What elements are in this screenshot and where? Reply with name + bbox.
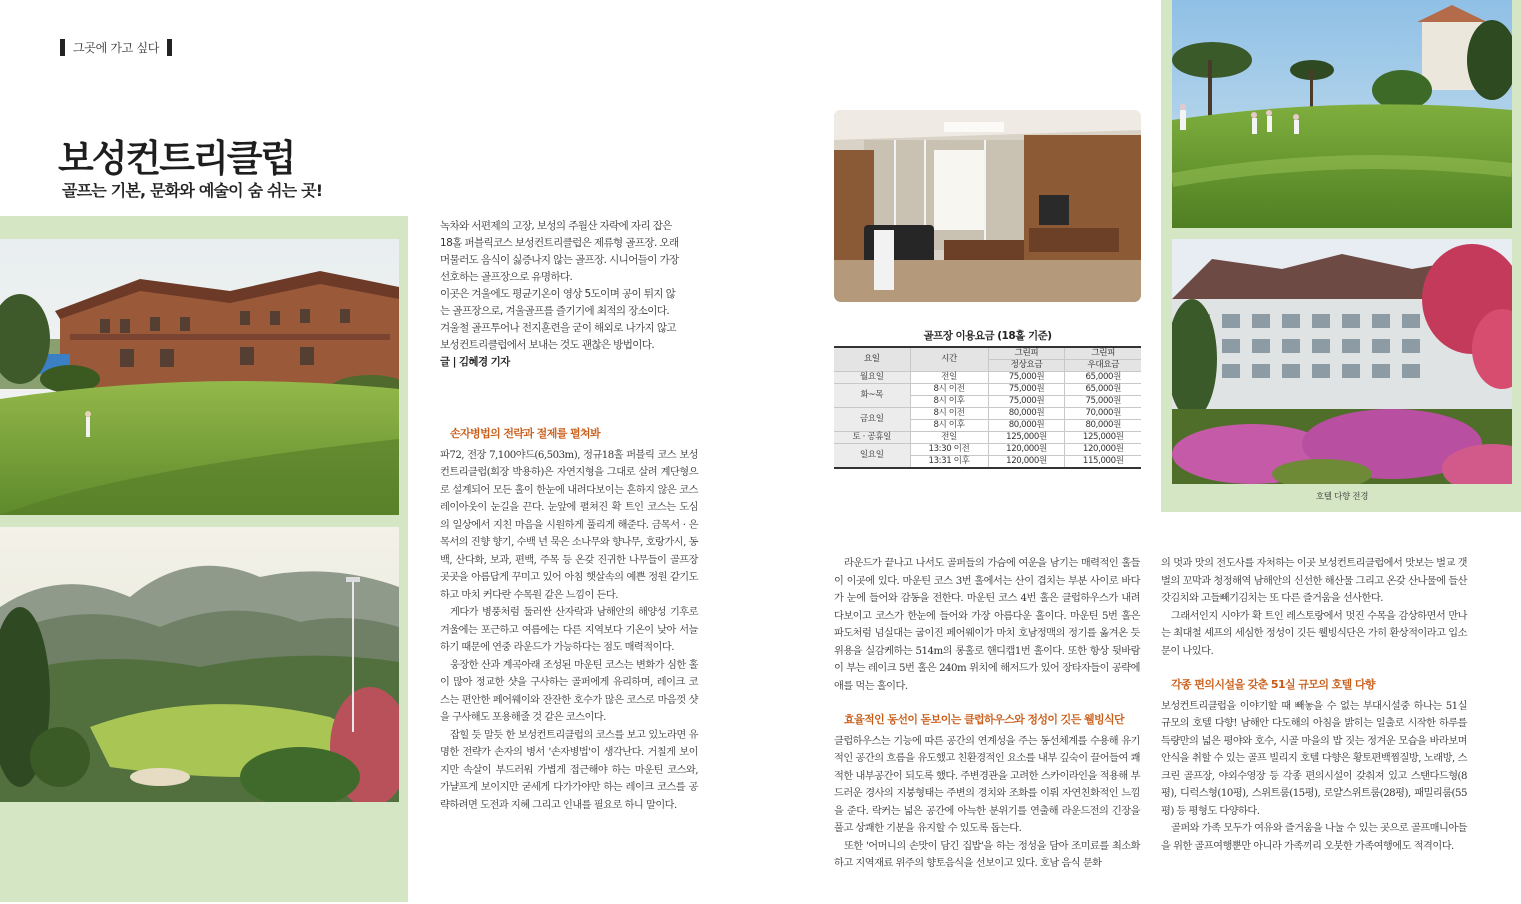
header-green-fee: 그린피 (988, 347, 1065, 360)
body-paragraph: 골퍼와 가족 모두가 여유와 즐거움을 나눌 수 있는 곳으로 골프매니아들을 위한 골프여행뿐만 아니라 가족끼리 오붓한 가족여행에도 적격이다. (1161, 823, 1467, 852)
cell-preferential: 75,000원 (1065, 396, 1141, 408)
fee-table-title: 골프장 이용요금 (18홀 기준) (923, 330, 1052, 342)
cell-regular: 75,000원 (988, 396, 1065, 408)
header-green-fee: 그린피 (1065, 347, 1141, 360)
body-paragraph: 의 멋과 맛의 전도사를 자처하는 이곳 보성컨트리클럽에서 맛보는 벌교 갯벌의 꼬막과 청정해역 남해안의 신선한 해산물 그리고 온갖 산나물에 들산 갓김치와 고들빼기김치는 또 다른 즐거움을 선사한다. (1161, 558, 1467, 604)
hotel-photo-caption: 호텔 다향 전경 (1315, 492, 1369, 502)
cell-time: 전일 (910, 432, 988, 444)
mountain-course-photo (0, 527, 399, 802)
body-paragraph: 게다가 병풍처럼 둘러싼 산자락과 남해안의 해양성 기후로 겨울에는 포근하고 여름에는 다른 지역보다 기온이 낮아 서늘하기 때문에 연중 라운드가 가능하다는 점도 매력적이다. (440, 607, 698, 653)
cell-time: 13:31 이후 (910, 456, 988, 469)
table-row (834, 408, 1141, 420)
body-paragraph: 라운드가 끝나고 나서도 골퍼들의 가슴에 여운을 남기는 매력적인 홀들이 이곳에 있다. 마운틴 코스 3번 홀에서는 산이 겹치는 부분 사이로 바다가 눈에 들어와 감동을 전한다. 마운틴 코스 4번 홀은 클럽하우스가 내려다보이고 코스가 한눈에 들어와 가장 아름다운 홀이다. 마운틴 5번 홀은 파도처럼 넘실대는 굽이진 페어웨이가 마치 호남정맥의 정기를 옮겨온 듯 위용을 실감케하는 514m의 롱홀로 핸디캡1번 홀이다. 또한 항상 뒷바람이 부는 레이크 5번 홀은 240m 위치에 해저드가 있어 장타자들이 공략에 애를 먹는 홀이다. (834, 558, 1140, 692)
intro-text (440, 218, 680, 371)
tag-bar-right (167, 39, 172, 56)
body-paragraph: 웅장한 산과 계곡아래 조성된 마운틴 코스는 변화가 심한 홀이 많아 정교한 샷을 구사하는 골퍼에게 유리하며, 레이크 코스는 편안한 페어웨이와 잔잔한 호수가 많은 코스로 마음껏 샷을 구사해도 포용해줄 것 같은 코스이다. (440, 659, 698, 723)
column-3 (1161, 555, 1467, 855)
body-paragraph: 클럽하우스는 기능에 따른 공간의 연계성을 주는 동선체계를 수용해 유기적인 공간의 흐름을 유도했고 친환경적인 요소를 내부 깊숙이 끌어들여 쾌적한 내부공간이 되도록 했다. 주변경관을 고려한 스카이라인을 적용해 부드러운 경사의 지붕형태는 주변의 경치와 조화를 이뤄 자연친화적인 느낌을 준다. 락커는 넓은 공간에 아늑한 분위기를 연출해 라운드전의 긴장을 풀고 상쾌한 기분을 유지할 수 있도록 돕는다. (834, 735, 1140, 834)
cell-regular: 80,000원 (988, 408, 1065, 420)
column-2 (834, 555, 1140, 873)
hotel-room-photo (834, 110, 1141, 302)
hotel-photo (1172, 239, 1512, 484)
cell-day: 월요일 (834, 372, 910, 384)
table-row (834, 432, 1141, 444)
section-heading: 효율적인 동선이 돋보이는 클럽하우스와 정성이 깃든 웰빙식단 (844, 713, 1125, 726)
cell-time: 8시 이후 (910, 396, 988, 408)
table-row (834, 372, 1141, 384)
cell-day: 금요일 (834, 408, 910, 432)
intro-paragraph: 이곳은 겨울에도 평균기온이 영상 5도이며 공이 튀지 않는 골프장으로, 겨울골프를 즐기기에 최적의 장소이다. 겨울철 골프투어나 전지훈련을 굳이 해외로 나가지 않고 보성컨트리클럽에서 보내는 것도 괜찮은 방법이다. (440, 288, 676, 351)
fee-table (834, 346, 1141, 469)
tag-bar-left (60, 39, 65, 56)
cell-preferential: 115,000원 (1065, 456, 1141, 469)
cell-preferential: 125,000원 (1065, 432, 1141, 444)
cell-time: 8시 이전 (910, 384, 988, 396)
cell-preferential: 65,000원 (1065, 384, 1141, 396)
article-title: 보성컨트리클럽 (58, 137, 295, 180)
golfers-photo (1172, 0, 1512, 228)
cell-day: 일요일 (834, 444, 910, 469)
cell-time: 전일 (910, 372, 988, 384)
cell-regular: 125,000원 (988, 432, 1065, 444)
cell-preferential: 65,000원 (1065, 372, 1141, 384)
cell-preferential: 80,000원 (1065, 420, 1141, 432)
cell-day: 화~목 (834, 384, 910, 408)
cell-time: 8시 이전 (910, 408, 988, 420)
byline: 글 | 김혜경 기자 (440, 356, 510, 368)
cell-regular: 120,000원 (988, 456, 1065, 469)
header-preferential: 우대요금 (1065, 360, 1141, 372)
cell-regular: 120,000원 (988, 444, 1065, 456)
cell-time: 8시 이후 (910, 420, 988, 432)
column-1 (440, 425, 698, 814)
body-paragraph: 잡힐 듯 말듯 한 보성컨트리클럽의 코스를 보고 있노라면 유명한 전략가 손자의 병서 '손자병법'이 생각난다. 거칠게 보이지만 속살이 부드러워 가볍게 접근해야 하는 마운틴 코스와, 가냘프게 보이지만 굳세게 다가가야만 하는 레이크 코스를 공략하려면 도전과 지혜 그리고 인내를 필요로 하니 말이다. (440, 729, 698, 811)
cell-regular: 80,000원 (988, 420, 1065, 432)
section-tag-label: 그곳에 가고 싶다 (73, 40, 160, 55)
cell-time: 13:30 이전 (910, 444, 988, 456)
article-subtitle: 골프는 기본, 문화와 예술이 숨 쉬는 곳! (62, 181, 323, 200)
body-paragraph: 또한 '어머니의 손맛이 담긴 집밥'을 하는 정성을 담아 조미료를 최소화하고 지역재료 위주의 향토음식을 선보이고 있다. 호남 음식 문화 (834, 840, 1140, 869)
header-time: 시간 (910, 347, 988, 372)
cell-regular: 75,000원 (988, 384, 1065, 396)
body-paragraph: 파72, 전장 7,100야드(6,503m), 정규18홀 퍼블릭 코스 보성컨트리클럽(회장 박용하)은 자연지형을 그대로 살려 계단형으로 설계되어 모든 홀이 한눈에 내려다보이는 흔하지 않은 코스 레이아웃이 눈길을 끈다. 눈앞에 펼쳐진 확 트인 코스는 도심의 일상에서 지친 마음을 시원하게 풀리게 해준다. 금목서 · 은목서의 진향 향기, 수백 년 묵은 소나무와 향나무, 호랑가시, 동백, 산다화, 보과, 편백, 주목 등 온갖 진귀한 나무들이 골프장 곳곳을 아름답게 꾸미고 있어 아침 햇살속의 예쁜 정원 같기도 하고 마치 커다란 수목원 같은 느낌이 든다. (440, 449, 698, 601)
clubhouse-photo (0, 239, 399, 515)
table-row (834, 444, 1141, 456)
body-paragraph: 보성컨트리클럽을 이야기할 때 빼놓을 수 없는 부대시설중 하나는 51실 규모의 호텔 다향! 남해안 다도해의 아침을 밝히는 일출로 시작한 하루를 득량만의 넓은 평야와 호수, 시골 마을의 밥 짓는 정겨운 모습을 바라보며 안식을 취할 수 있는 골프 빌리지 호텔 다향은 황토편백찜질방, 노래방, 스크린 골프장, 야외수영장 등 각종 편의시설이 갖춰져 있고 스탠다드형(8평), 디럭스형(10평), 스위트룸(15평), 로얄스위트룸(28평), 패밀리룸(55평) 등 평형도 다양하다. (1161, 700, 1467, 817)
cell-day: 토 · 공휴일 (834, 432, 910, 444)
header-day: 요일 (834, 347, 910, 372)
cell-preferential: 70,000원 (1065, 408, 1141, 420)
body-paragraph: 그래서인지 시야가 확 트인 레스토랑에서 멋진 수목을 감상하면서 만나는 최대철 셰프의 세심한 정성이 깃든 웰빙식단은 가히 환상적이라고 입소문이 나있다. (1161, 610, 1467, 657)
section-tag (60, 38, 180, 56)
section-heading: 손자병법의 전략과 절제를 펼쳐봐 (450, 427, 601, 440)
cell-regular: 75,000원 (988, 372, 1065, 384)
intro-paragraph: 녹차와 서편제의 고장, 보성의 주월산 자락에 자리 잡은 18홀 퍼블릭코스 보성컨트리클럽은 제류형 골프장. 오래 머물러도 음식이 싫증나지 않는 골프장. 시니어들이 가장 선호하는 골프장으로 유명하다. (440, 220, 679, 283)
cell-preferential: 120,000원 (1065, 444, 1141, 456)
section-heading: 각종 편의시설을 갖춘 51실 규모의 호텔 다향 (1171, 678, 1375, 691)
table-row (834, 384, 1141, 396)
header-regular: 정상요금 (988, 360, 1065, 372)
